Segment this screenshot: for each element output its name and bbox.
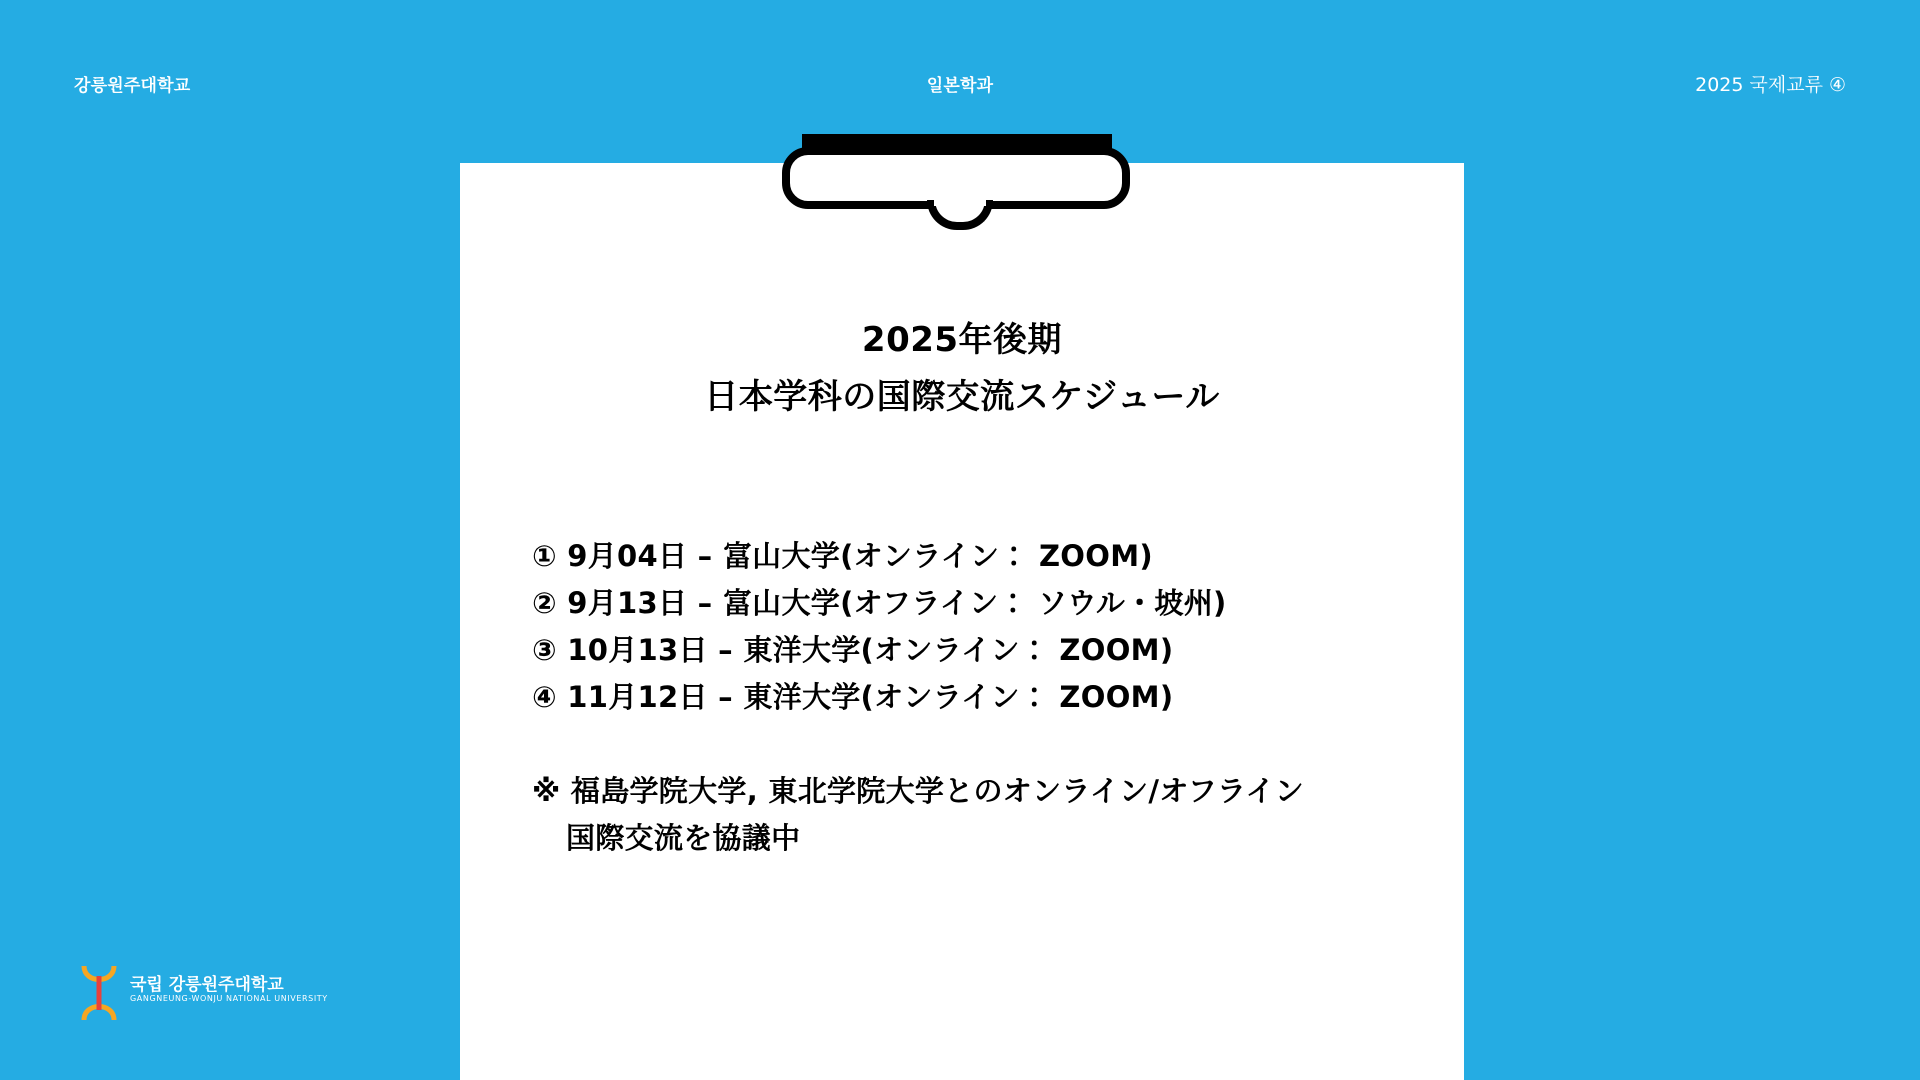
list-item: ① 9月04日 – 富山大学(オンライン： ZOOM) — [532, 539, 1153, 573]
logo-text-ko: 국립 강릉원주대학교 — [130, 975, 284, 995]
note-line-1: ※ 福島学院大学, 東北学院大学とのオンライン/オフライン — [532, 774, 1305, 808]
header-department-name: 일본학과 — [926, 76, 994, 96]
clip-notch-cover — [934, 192, 986, 206]
list-item: ② 9月13日 – 富山大学(オフライン： ソウル・坡州) — [532, 586, 1227, 620]
logo-text-en: GANGNEUNG-WONJU NATIONAL UNIVERSITY — [130, 994, 328, 1003]
clipboard-clip-icon — [782, 134, 1138, 234]
header-slide-label: 2025 국제교류 ④ — [1695, 74, 1846, 96]
list-item: ④ 11月12日 – 東洋大学(オンライン： ZOOM) — [532, 680, 1174, 714]
slide-title-line-1: 2025年後期 — [861, 320, 1063, 360]
schedule-list — [532, 533, 1432, 862]
slide-header — [0, 0, 1920, 105]
slide-title — [460, 312, 1464, 426]
list-item: ③ 10月13日 – 東洋大学(オンライン： ZOOM) — [532, 633, 1174, 667]
slide-title-line-2: 日本学科の国際交流スケジュール — [704, 377, 1220, 417]
university-logo-mark — [78, 962, 120, 1024]
university-logo — [78, 962, 328, 1024]
header-university-name: 강릉원주대학교 — [74, 76, 191, 96]
note-line-2: 国際交流を協議中 — [566, 821, 801, 855]
